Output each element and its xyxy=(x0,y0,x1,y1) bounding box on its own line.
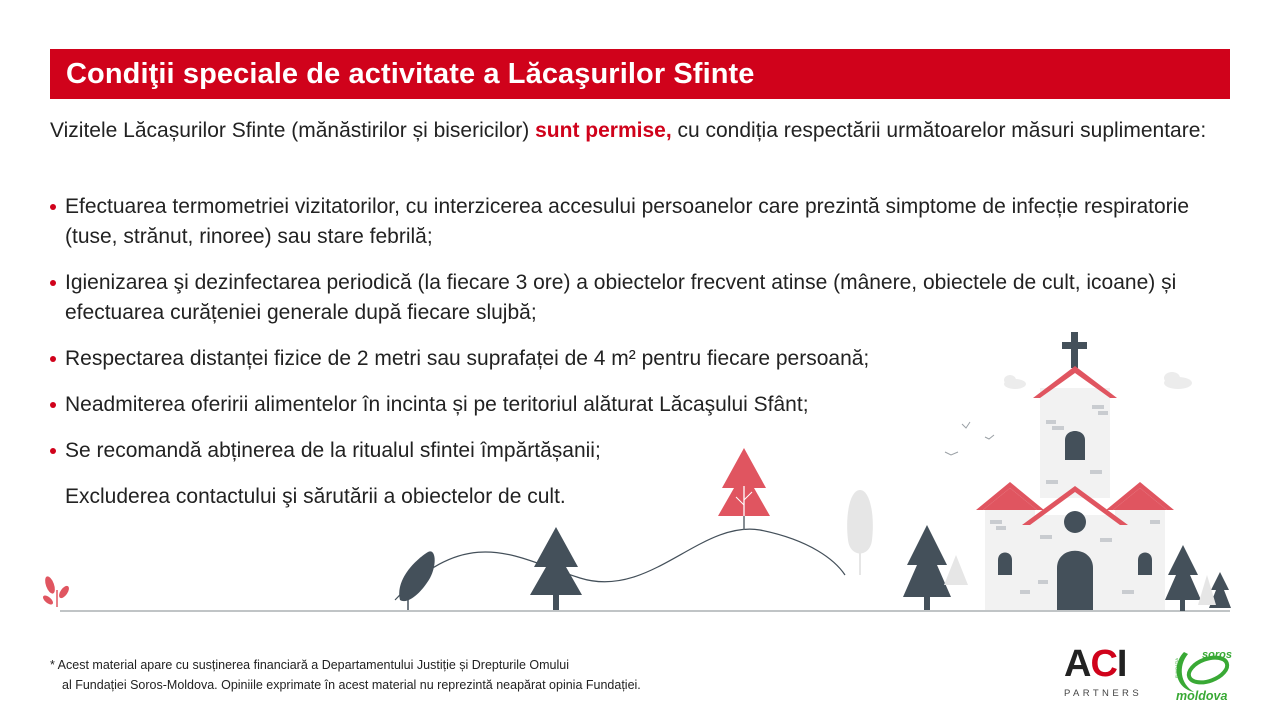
soros-side-label: FUNDAȚIA xyxy=(1174,658,1179,678)
aci-letter-a: A xyxy=(1064,643,1091,685)
measure-text: Excluderea contactului şi sărutării a obiectelor de cult. xyxy=(65,485,566,508)
measure-text: Efectuarea termometriei vizitatorilor, cu interzicerea accesului persoanelor care prezintă simptome de infecție respiratorie (tuse, strănut, rinoree) sau stare febrilă; xyxy=(65,195,1190,248)
soros-top-label: soros xyxy=(1202,649,1232,661)
measure-item-6 xyxy=(50,482,1240,512)
footnote-line-1: Acest material apare cu susținerea financiară a Departamentului Justiție și Drepturile Omului xyxy=(57,658,570,672)
aci-letter-i: I xyxy=(1116,643,1127,685)
aci-letter-c: C xyxy=(1090,643,1117,685)
measure-item-2 xyxy=(50,268,1240,328)
measure-item-4 xyxy=(50,390,1240,420)
intro-highlight: sunt permise, xyxy=(535,119,672,142)
title-bar xyxy=(50,49,1230,99)
bullet-dot-icon xyxy=(50,280,56,286)
dark-pine-tree-icon xyxy=(1165,545,1201,611)
soros-moldova-logo xyxy=(1170,640,1234,704)
hill-curve xyxy=(395,529,845,600)
light-pine-tree-icon xyxy=(944,555,1216,605)
footnote-line-2: al Fundației Soros-Moldova. Opiniile exprimate în acest material nu reprezintă neapărat opinia Fundației. xyxy=(62,678,641,692)
intro-text-after: cu condiția respectării următoarelor măsuri suplimentare: xyxy=(671,119,1207,142)
measure-text: Igienizarea şi dezinfectarea periodică (la fiecare 3 ore) a obiectelor frecvent atinse (mânere, obiectele de cult, icoane) și efectuarea curățeniei generale după fiecare slujbă; xyxy=(65,271,1177,324)
dark-pine-tree-icon xyxy=(1209,572,1231,608)
measure-text: Neadmiterea oferirii alimentelor în incinta și pe teritoriul alăturat Lăcaşului Sfânt; xyxy=(65,393,809,416)
footnote-marker: * xyxy=(50,658,55,672)
measure-text: Se recomandă abținerea de la ritualul sfintei împărtășanii; xyxy=(65,439,601,462)
measure-text: Respectarea distanței fizice de 2 metri sau suprafaței de 4 m² pentru fiecare persoană; xyxy=(65,347,870,370)
aci-partners-logo xyxy=(1064,644,1144,702)
measure-item-5 xyxy=(50,436,1240,466)
intro-text-before: Vizitele Lăcașurilor Sfinte (mănăstirilor și bisericilor) xyxy=(50,119,536,142)
dark-pine-tree-icon xyxy=(530,527,582,610)
bullet-dot-icon xyxy=(50,448,56,454)
dark-bush-tree-icon xyxy=(399,551,434,610)
measures-list xyxy=(50,192,1240,528)
bullet-dot-icon xyxy=(50,204,56,210)
intro-paragraph xyxy=(50,116,1240,146)
page-title: Condiţii speciale de activitate a Lăcaşurilor Sfinte xyxy=(66,57,755,90)
measure-item-3 xyxy=(50,344,1240,374)
measure-item-1 xyxy=(50,192,1240,252)
dark-pine-tree-icon xyxy=(903,525,951,610)
aci-wordmark xyxy=(1064,644,1144,684)
red-plant-icon xyxy=(41,575,70,607)
bullet-dot-icon xyxy=(50,356,56,362)
aci-partners-label: PARTNERS xyxy=(1064,688,1143,699)
soros-bottom-label: moldova xyxy=(1176,689,1228,703)
footnote xyxy=(50,655,641,695)
bullet-dot-icon xyxy=(50,402,56,408)
